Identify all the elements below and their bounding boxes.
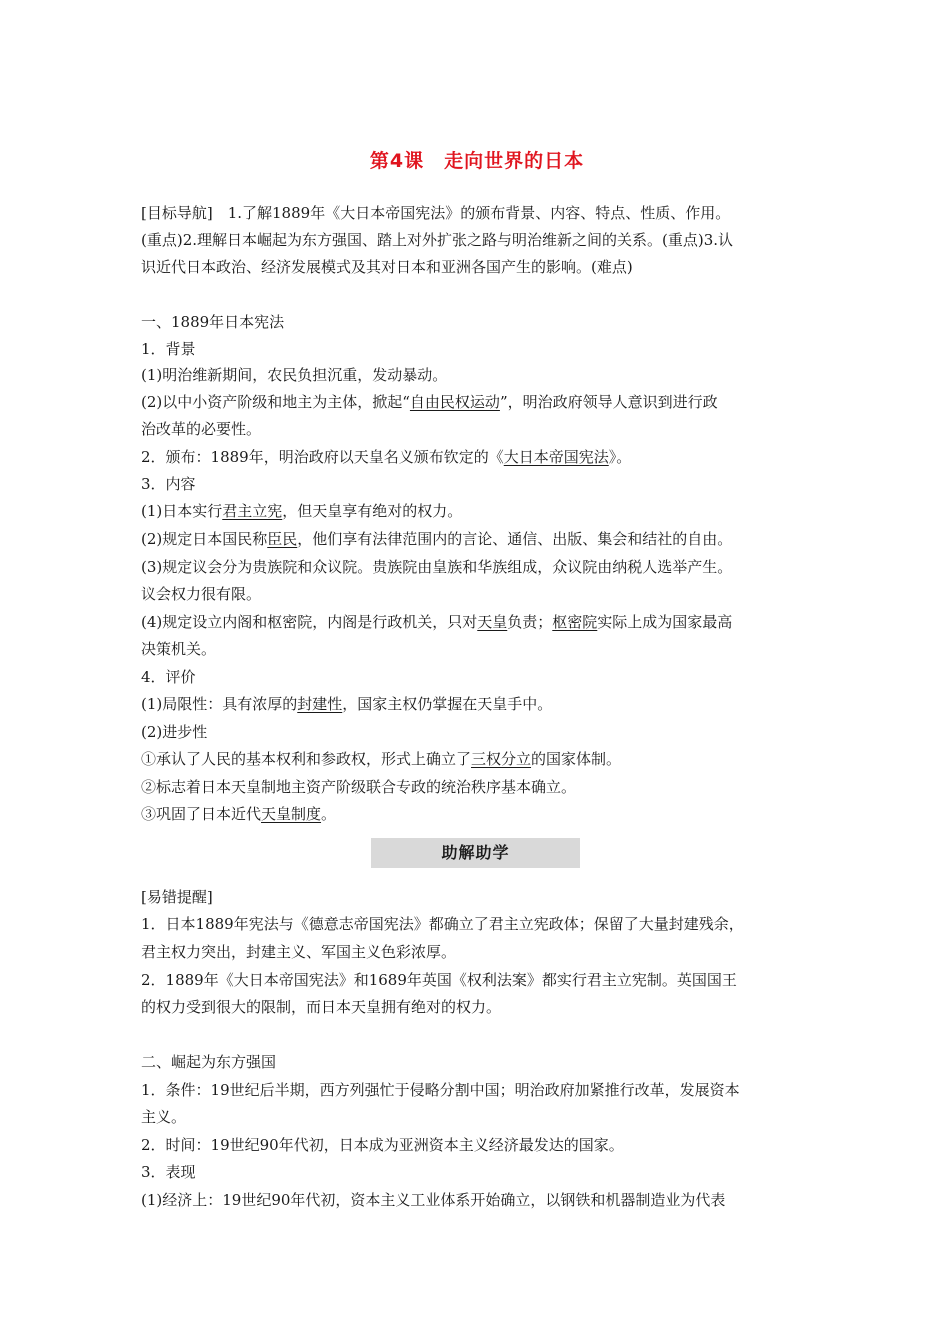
content-item-3: (3)规定议会分为贵族院和众议院。贵族院由皇族和华族组成，众议院由纳税人选举产生。 [141,558,733,576]
evaluation-sub-2: ②标志着日本天皇制地主资产阶级联合专政的统治秩序基本确立。 [141,778,577,796]
content-item-1: (1)日本实行君主立宪，但天皇享有绝对的权力。 [141,502,463,520]
tip-1: 1．日本1889年宪法与《德意志帝国宪法》都确立了君主立宪政体；保留了大量封建残余， [141,915,744,933]
background-item-2: (2)以中小资产阶级和地主为主体，掀起“自由民权运动”，明治政府领导人意识到进行政 [141,393,718,411]
conditions: 1．条件：19世纪后半期，西方列强忙于侵略分割中国；明治政府加紧推行改革，发展资本 [141,1081,740,1099]
evaluation-item-2: (2)进步性 [141,723,208,741]
fill-blank-answer: 天皇 [477,613,508,631]
fill-blank-answer: 枢密院 [552,613,598,631]
fill-blank-answer: 臣民 [267,530,298,548]
lesson-title: 第4课 走向世界的日本 [369,150,585,172]
evaluation-heading: 4．评价 [141,668,196,686]
goals-line-1: [目标导航] 1.了解1889年《大日本帝国宪法》的颁布背景、内容、特点、性质、作用。 [141,204,731,222]
fill-blank-answer: 天皇制度 [261,805,322,823]
goals-line-2: (重点)2.理解日本崛起为东方强国、踏上对外扩张之路与明治维新之间的关系。(重点)3.认 [141,231,734,249]
fill-blank-answer: 封建性 [297,695,343,713]
study-aid-banner: 助解助学 [371,838,580,868]
background-item-1: (1)明治维新期间，农民负担沉重，发动暴动。 [141,366,448,384]
tip-2: 2．1889年《大日本帝国宪法》和1689年英国《权利法案》都实行君主立宪制。英国国王 [141,971,737,989]
fill-blank-answer: 三权分立 [471,750,532,768]
evaluation-sub-3: ③巩固了日本近代天皇制度。 [141,805,337,823]
goals-line-3: 识近代日本政治、经济发展模式及其对日本和亚洲各国产生的影响。(难点) [141,258,633,276]
background-heading: 1．背景 [141,340,196,358]
fill-blank-answer: 君主立宪 [222,502,283,520]
section2-heading: 二、崛起为东方强国 [141,1053,277,1071]
background-item-2-cont: 治改革的必要性。 [141,420,262,438]
content-item-4: (4)规定设立内阁和枢密院，内阁是行政机关，只对天皇负责；枢密院实际上成为国家最高 [141,613,733,631]
content-item-4-cont: 决策机关。 [141,640,217,658]
evaluation-item-1: (1)局限性：具有浓厚的封建性，国家主权仍掌握在天皇手中。 [141,695,553,713]
tips-heading: [易错提醒] [141,888,213,906]
promulgation: 2．颁布：1889年，明治政府以天皇名义颁布钦定的《大日本帝国宪法》。 [141,448,632,466]
tip-2-cont: 的权力受到很大的限制，而日本天皇拥有绝对的权力。 [141,998,502,1016]
fill-blank-answer: 大日本帝国宪法 [503,448,609,466]
time: 2．时间：19世纪90年代初，日本成为亚洲资本主义经济最发达的国家。 [141,1136,624,1154]
conditions-cont: 主义。 [141,1108,187,1126]
tip-1-cont: 君主权力突出，封建主义、军国主义色彩浓厚。 [141,943,457,961]
economy-item: (1)经济上：19世纪90年代初，资本主义工业体系开始确立，以钢铁和机器制造业为代表 [141,1191,726,1209]
content-heading: 3．内容 [141,475,196,493]
fill-blank-answer: 自由民权运动 [409,393,500,411]
content-item-3-cont: 议会权力很有限。 [141,585,262,603]
performance-heading: 3．表现 [141,1163,196,1181]
content-item-2: (2)规定日本国民称臣民，他们享有法律范围内的言论、通信、出版、集会和结社的自由。 [141,530,733,548]
evaluation-sub-1: ①承认了人民的基本权利和参政权，形式上确立了三权分立的国家体制。 [141,750,622,768]
section1-heading: 一、1889年日本宪法 [141,313,285,331]
